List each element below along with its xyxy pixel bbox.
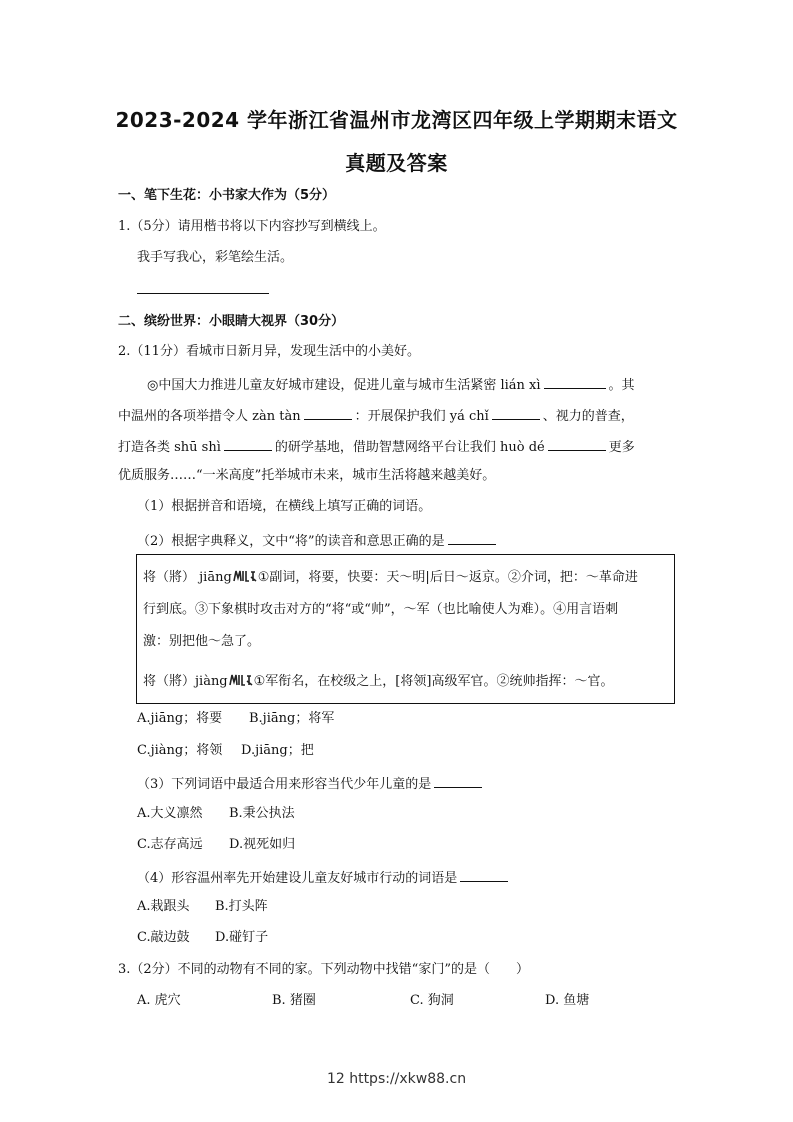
blank-huode[interactable] (548, 436, 606, 451)
question-1-stem: 1.（5分）请用楷书将以下内容抄写到横线上。 (118, 219, 386, 234)
sub-question-3 (137, 773, 485, 794)
option-c[interactable]: C.敲边鼓 (137, 930, 190, 945)
sub-question-4 (137, 867, 511, 888)
passage-text: ◎中国大力推进儿童友好城市建设，促进儿童与城市生活紧密 lián xì (147, 378, 541, 393)
option-c[interactable]: C.jiàng；将领 (137, 743, 223, 758)
sub-question-3-options-row-1 (137, 805, 295, 823)
page-title-line-1: 2023-2024 学年浙江省温州市龙湾区四年级上学期期末语文 (115, 108, 678, 132)
dictionary-line-1 (143, 569, 638, 587)
passage-text: 。其 (608, 378, 635, 393)
page-footer: 12 https://xkw88.cn (326, 1071, 467, 1087)
passage-line-3 (118, 436, 635, 457)
dictionary-text: ①副词，将要，快要：天～明|后日～返京。②介词，把：～革命进 (257, 570, 638, 585)
dictionary-text: 将（將）jiàng (143, 674, 228, 689)
blank-lianxi[interactable] (544, 374, 606, 389)
option-d[interactable]: D.视死如归 (229, 837, 296, 852)
option-a[interactable]: A. 虎穴 (137, 993, 181, 1008)
passage-text: 更多 (608, 440, 635, 455)
dictionary-line-2: 行到底。③下象棋时攻击对方的“将“或“帅”，～军（也比喻使人为难）。④用言语刺 (143, 602, 619, 617)
section-1-heading: 一、笔下生花：小书家大作为（5分） (118, 188, 336, 203)
dictionary-line-4 (143, 673, 613, 691)
speaker-icon (229, 674, 253, 686)
sub-question-2-options-row-2 (137, 742, 314, 760)
sub-question-4-text: （4）形容温州率先开始建设儿童友好城市行动的词语是 (137, 871, 458, 886)
blank-shushi[interactable] (224, 436, 272, 451)
passage-text: ：开展保护我们 yá chǐ (354, 409, 489, 424)
option-b[interactable]: B.打头阵 (215, 899, 268, 914)
section-2-heading: 二、缤纷世界：小眼睛大视界（30分） (118, 314, 345, 329)
blank-yachi[interactable] (492, 405, 540, 420)
option-a[interactable]: A.jiāng；将要 (137, 711, 223, 726)
sub-question-4-options-row-2 (137, 929, 268, 947)
option-d[interactable]: D.碰钉子 (215, 930, 269, 945)
passage-line-1 (147, 374, 635, 395)
sub-question-3-options-row-2 (137, 836, 295, 854)
passage-line-2 (118, 405, 634, 426)
dictionary-line-3: 激：别把他～急了。 (143, 634, 261, 649)
option-d[interactable]: D. 鱼塘 (545, 993, 590, 1008)
option-c[interactable]: C.志存高远 (137, 837, 203, 852)
question-1-answer-line[interactable] (137, 279, 269, 300)
dictionary-text: 将（將） jiāng (143, 570, 232, 585)
sub-question-2-options-row-1 (137, 710, 334, 728)
sub-question-3-blank[interactable] (434, 773, 482, 788)
question-3-stem: 3.（2分）不同的动物有不同的家。下列动物中找错“家门”的是（ ） (118, 962, 529, 977)
question-3-options (137, 992, 589, 1010)
passage-text: 、视力的普查， (542, 409, 634, 424)
option-d[interactable]: D.jiāng；把 (241, 743, 314, 758)
passage-text: 打造各类 shū shì (118, 440, 221, 455)
question-2-stem: 2.（11分）看城市日新月异，发现生活中的小美好。 (118, 344, 420, 359)
sub-question-3-text: （3）下列词语中最适合用来形容当代少年儿童的是 (137, 777, 432, 792)
sub-question-4-options-row-1 (137, 898, 268, 916)
passage-text: 的研学基地，借助智慧网络平台让我们 huò dé (274, 440, 545, 455)
speaker-icon (233, 570, 257, 582)
sub-question-2-blank[interactable] (448, 530, 496, 545)
blank-zantan[interactable] (304, 405, 352, 420)
sub-question-4-blank[interactable] (460, 867, 508, 882)
question-1-text: 我手写我心，彩笔绘生活。 (137, 250, 294, 265)
passage-text: 中温州的各项举措令人 zàn tàn (118, 409, 301, 424)
option-c[interactable]: C. 狗洞 (410, 993, 454, 1008)
sub-question-2-text: （2）根据字典释义，文中“将”的读音和意思正确的是 (137, 534, 445, 549)
option-b[interactable]: B.jiāng；将军 (249, 711, 335, 726)
option-a[interactable]: A.栽跟头 (137, 899, 190, 914)
sub-question-2 (137, 530, 499, 551)
sub-question-1: （1）根据拼音和语境，在横线上填写正确的词语。 (137, 499, 432, 514)
option-a[interactable]: A.大义凛然 (137, 806, 203, 821)
passage-line-4: 优质服务……“一米高度”托举城市未来，城市生活将越来越美好。 (118, 468, 496, 483)
dictionary-text: ①军衔名，在校级之上，[将领]高级军官。②统帅指挥：～官。 (253, 674, 614, 689)
option-b[interactable]: B. 猪圈 (272, 993, 316, 1008)
option-b[interactable]: B.秉公执法 (229, 806, 295, 821)
page-title-line-2: 真题及答案 (345, 151, 448, 175)
